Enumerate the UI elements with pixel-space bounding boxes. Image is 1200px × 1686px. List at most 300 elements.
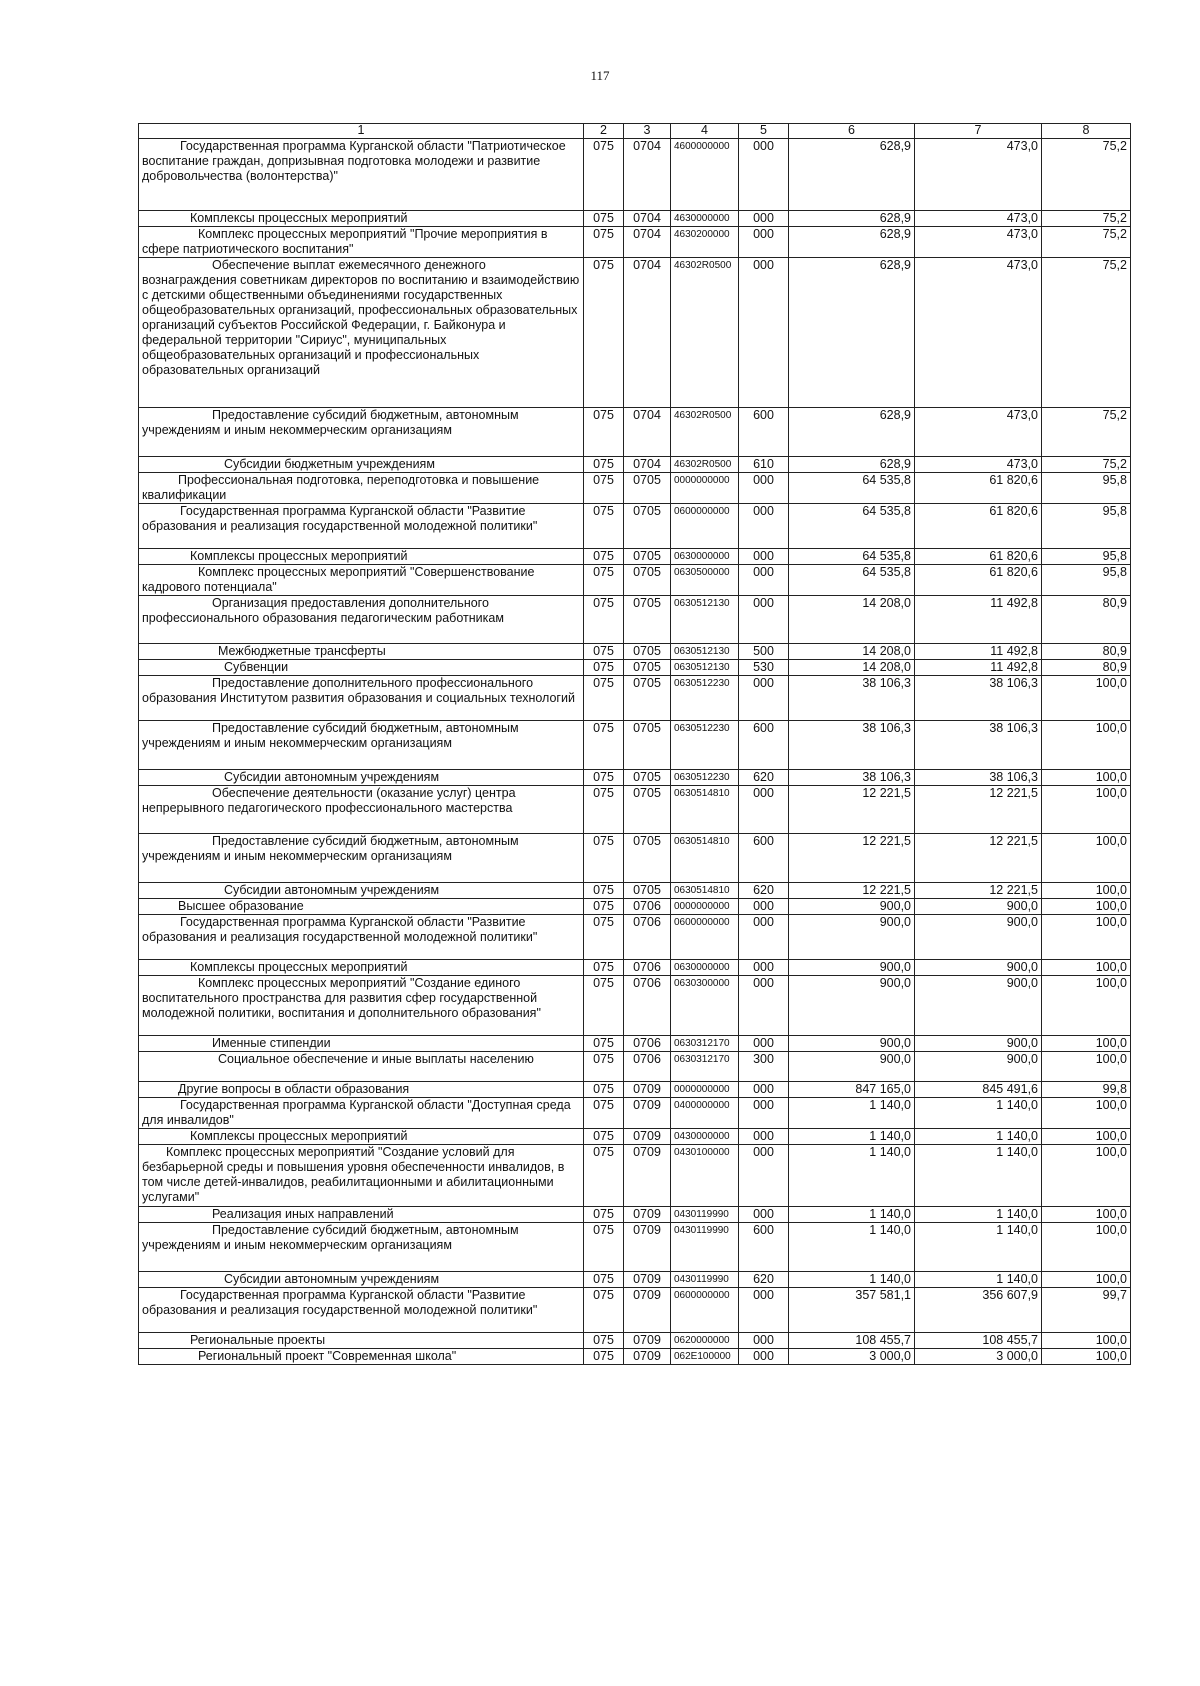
admin-code-cell: 075 — [584, 1145, 624, 1207]
table-row — [139, 1223, 1131, 1272]
row-name-cell: Комплекс процессных мероприятий "Прочие мероприятия в сфере патриотического воспитания" — [139, 227, 584, 258]
target-code-cell: 0630512230 — [671, 721, 739, 770]
section-code-cell: 0709 — [624, 1223, 671, 1272]
row-name-cell: Субсидии автономным учреждениям — [139, 883, 584, 899]
row-name-cell: Предоставление субсидий бюджетным, автономным учреждениям и иным некоммерческим организациям — [139, 721, 584, 770]
row-name-cell: Высшее образование — [139, 899, 584, 915]
section-code-cell: 0709 — [624, 1098, 671, 1129]
planned-amount-cell: 1 140,0 — [789, 1272, 915, 1288]
admin-code-cell: 075 — [584, 1272, 624, 1288]
section-code-cell: 0704 — [624, 258, 671, 408]
planned-amount-cell: 628,9 — [789, 457, 915, 473]
target-code-cell: 0000000000 — [671, 899, 739, 915]
table-row — [139, 1082, 1131, 1098]
percent-cell: 75,2 — [1042, 227, 1131, 258]
table-row — [139, 660, 1131, 676]
percent-cell: 100,0 — [1042, 786, 1131, 834]
row-name-cell: Государственная программа Курганской области "Развитие образования и реализация государственной молодежной политики" — [139, 504, 584, 549]
target-code-cell: 0630000000 — [671, 960, 739, 976]
executed-amount-cell: 61 820,6 — [915, 549, 1042, 565]
expense-type-cell: 000 — [739, 899, 789, 915]
section-code-cell: 0705 — [624, 676, 671, 721]
row-name-cell: Государственная программа Курганской области "Патриотическое воспитание граждан, допризывная подготовка молодежи и развитие добровольчества (волонтерства)" — [139, 139, 584, 211]
executed-amount-cell: 11 492,8 — [915, 660, 1042, 676]
target-code-cell: 0430000000 — [671, 1129, 739, 1145]
target-code-cell: 4630000000 — [671, 211, 739, 227]
table-row — [139, 770, 1131, 786]
executed-amount-cell: 1 140,0 — [915, 1223, 1042, 1272]
section-code-cell: 0706 — [624, 1036, 671, 1052]
percent-cell: 100,0 — [1042, 834, 1131, 883]
admin-code-cell: 075 — [584, 565, 624, 596]
section-code-cell: 0705 — [624, 596, 671, 644]
section-code-cell: 0705 — [624, 504, 671, 549]
percent-cell: 100,0 — [1042, 1052, 1131, 1082]
executed-amount-cell: 12 221,5 — [915, 786, 1042, 834]
admin-code-cell: 075 — [584, 1036, 624, 1052]
percent-cell: 100,0 — [1042, 883, 1131, 899]
executed-amount-cell: 900,0 — [915, 1036, 1042, 1052]
column-header-4: 4 — [671, 124, 739, 139]
expense-type-cell: 000 — [739, 211, 789, 227]
table-row — [139, 1098, 1131, 1129]
executed-amount-cell: 61 820,6 — [915, 565, 1042, 596]
row-name-cell: Государственная программа Курганской области "Развитие образования и реализация государственной молодежной политики" — [139, 1288, 584, 1333]
executed-amount-cell: 1 140,0 — [915, 1207, 1042, 1223]
table-row — [139, 565, 1131, 596]
table-row — [139, 1052, 1131, 1082]
table-row — [139, 596, 1131, 644]
planned-amount-cell: 357 581,1 — [789, 1288, 915, 1333]
table-body — [139, 139, 1131, 1365]
percent-cell: 95,8 — [1042, 565, 1131, 596]
expense-type-cell: 000 — [739, 1349, 789, 1365]
row-name-cell: Комплекс процессных мероприятий "Создание единого воспитательного пространства для развития сфер государственной молодежной политики, воспитания и дополнительного образования" — [139, 976, 584, 1036]
target-code-cell: 0600000000 — [671, 504, 739, 549]
target-code-cell: 0630000000 — [671, 549, 739, 565]
row-name-cell: Профессиональная подготовка, переподготовка и повышение квалификации — [139, 473, 584, 504]
percent-cell: 99,8 — [1042, 1082, 1131, 1098]
row-name-cell: Обеспечение деятельности (оказание услуг) центра непрерывного педагогического профессионального мастерства — [139, 786, 584, 834]
executed-amount-cell: 473,0 — [915, 211, 1042, 227]
executed-amount-cell: 1 140,0 — [915, 1272, 1042, 1288]
row-name-cell: Предоставление субсидий бюджетным, автономным учреждениям и иным некоммерческим организациям — [139, 1223, 584, 1272]
admin-code-cell: 075 — [584, 1098, 624, 1129]
expense-type-cell: 000 — [739, 227, 789, 258]
expense-type-cell: 600 — [739, 834, 789, 883]
section-code-cell: 0704 — [624, 227, 671, 258]
target-code-cell: 0430119990 — [671, 1272, 739, 1288]
table-row — [139, 960, 1131, 976]
percent-cell: 75,2 — [1042, 211, 1131, 227]
planned-amount-cell: 628,9 — [789, 408, 915, 457]
expense-type-cell: 600 — [739, 1223, 789, 1272]
expense-type-cell: 000 — [739, 258, 789, 408]
admin-code-cell: 075 — [584, 1052, 624, 1082]
target-code-cell: 46302R0500 — [671, 457, 739, 473]
planned-amount-cell: 1 140,0 — [789, 1098, 915, 1129]
section-code-cell: 0705 — [624, 644, 671, 660]
percent-cell: 80,9 — [1042, 596, 1131, 644]
expense-type-cell: 000 — [739, 1129, 789, 1145]
percent-cell: 95,8 — [1042, 504, 1131, 549]
expense-type-cell: 000 — [739, 1333, 789, 1349]
admin-code-cell: 075 — [584, 786, 624, 834]
admin-code-cell: 075 — [584, 644, 624, 660]
planned-amount-cell: 38 106,3 — [789, 721, 915, 770]
section-code-cell: 0706 — [624, 960, 671, 976]
percent-cell: 75,2 — [1042, 457, 1131, 473]
row-name-cell: Комплексы процессных мероприятий — [139, 549, 584, 565]
target-code-cell: 0430119990 — [671, 1207, 739, 1223]
admin-code-cell: 075 — [584, 549, 624, 565]
percent-cell: 100,0 — [1042, 899, 1131, 915]
planned-amount-cell: 14 208,0 — [789, 596, 915, 644]
percent-cell: 95,8 — [1042, 473, 1131, 504]
row-name-cell: Комплекс процессных мероприятий "Совершенствование кадрового потенциала" — [139, 565, 584, 596]
percent-cell: 75,2 — [1042, 408, 1131, 457]
percent-cell: 100,0 — [1042, 1145, 1131, 1207]
table-row — [139, 786, 1131, 834]
executed-amount-cell: 845 491,6 — [915, 1082, 1042, 1098]
executed-amount-cell: 11 492,8 — [915, 596, 1042, 644]
row-name-cell: Другие вопросы в области образования — [139, 1082, 584, 1098]
admin-code-cell: 075 — [584, 408, 624, 457]
expense-type-cell: 000 — [739, 960, 789, 976]
section-code-cell: 0704 — [624, 139, 671, 211]
percent-cell: 100,0 — [1042, 721, 1131, 770]
admin-code-cell: 075 — [584, 211, 624, 227]
table-row — [139, 1129, 1131, 1145]
executed-amount-cell: 900,0 — [915, 976, 1042, 1036]
section-code-cell: 0706 — [624, 899, 671, 915]
section-code-cell: 0704 — [624, 408, 671, 457]
admin-code-cell: 075 — [584, 660, 624, 676]
percent-cell: 100,0 — [1042, 676, 1131, 721]
planned-amount-cell: 628,9 — [789, 139, 915, 211]
row-name-cell: Реализация иных направлений — [139, 1207, 584, 1223]
expense-type-cell: 600 — [739, 408, 789, 457]
admin-code-cell: 075 — [584, 770, 624, 786]
planned-amount-cell: 1 140,0 — [789, 1207, 915, 1223]
executed-amount-cell: 473,0 — [915, 139, 1042, 211]
target-code-cell: 0630512230 — [671, 676, 739, 721]
planned-amount-cell: 108 455,7 — [789, 1333, 915, 1349]
percent-cell: 100,0 — [1042, 915, 1131, 960]
executed-amount-cell: 12 221,5 — [915, 834, 1042, 883]
target-code-cell: 0630512130 — [671, 660, 739, 676]
table-row — [139, 721, 1131, 770]
executed-amount-cell: 1 140,0 — [915, 1129, 1042, 1145]
expense-type-cell: 000 — [739, 915, 789, 960]
percent-cell: 95,8 — [1042, 549, 1131, 565]
expense-type-cell: 300 — [739, 1052, 789, 1082]
section-code-cell: 0705 — [624, 786, 671, 834]
admin-code-cell: 075 — [584, 504, 624, 549]
column-header-5: 5 — [739, 124, 789, 139]
section-code-cell: 0705 — [624, 770, 671, 786]
planned-amount-cell: 847 165,0 — [789, 1082, 915, 1098]
section-code-cell: 0709 — [624, 1349, 671, 1365]
table-row — [139, 504, 1131, 549]
executed-amount-cell: 900,0 — [915, 899, 1042, 915]
admin-code-cell: 075 — [584, 1333, 624, 1349]
table-row — [139, 1272, 1131, 1288]
section-code-cell: 0705 — [624, 565, 671, 596]
percent-cell: 99,7 — [1042, 1288, 1131, 1333]
planned-amount-cell: 3 000,0 — [789, 1349, 915, 1365]
percent-cell: 100,0 — [1042, 770, 1131, 786]
table-row — [139, 644, 1131, 660]
target-code-cell: 0630500000 — [671, 565, 739, 596]
target-code-cell: 0630300000 — [671, 976, 739, 1036]
planned-amount-cell: 64 535,8 — [789, 549, 915, 565]
row-name-cell: Предоставление дополнительного профессионального образования Институтом развития образования и социальных технологий — [139, 676, 584, 721]
table-row — [139, 883, 1131, 899]
target-code-cell: 0630512230 — [671, 770, 739, 786]
section-code-cell: 0706 — [624, 976, 671, 1036]
target-code-cell: 0630312170 — [671, 1036, 739, 1052]
planned-amount-cell: 628,9 — [789, 258, 915, 408]
admin-code-cell: 075 — [584, 1207, 624, 1223]
table-row — [139, 211, 1131, 227]
percent-cell: 100,0 — [1042, 976, 1131, 1036]
planned-amount-cell: 628,9 — [789, 227, 915, 258]
table-row — [139, 549, 1131, 565]
percent-cell: 100,0 — [1042, 1333, 1131, 1349]
target-code-cell: 0630514810 — [671, 786, 739, 834]
executed-amount-cell: 473,0 — [915, 227, 1042, 258]
planned-amount-cell: 38 106,3 — [789, 676, 915, 721]
expense-type-cell: 000 — [739, 504, 789, 549]
admin-code-cell: 075 — [584, 227, 624, 258]
page-number: 117 — [590, 68, 610, 83]
planned-amount-cell: 64 535,8 — [789, 473, 915, 504]
row-name-cell: Субсидии автономным учреждениям — [139, 1272, 584, 1288]
target-code-cell: 4630200000 — [671, 227, 739, 258]
section-code-cell: 0705 — [624, 834, 671, 883]
row-name-cell: Именные стипендии — [139, 1036, 584, 1052]
expense-type-cell: 610 — [739, 457, 789, 473]
expense-type-cell: 000 — [739, 596, 789, 644]
percent-cell: 100,0 — [1042, 1207, 1131, 1223]
target-code-cell: 0000000000 — [671, 1082, 739, 1098]
planned-amount-cell: 38 106,3 — [789, 770, 915, 786]
planned-amount-cell: 1 140,0 — [789, 1145, 915, 1207]
table-row — [139, 139, 1131, 211]
section-code-cell: 0705 — [624, 549, 671, 565]
row-name-cell: Государственная программа Курганской области "Доступная среда для инвалидов" — [139, 1098, 584, 1129]
executed-amount-cell: 900,0 — [915, 1052, 1042, 1082]
executed-amount-cell: 38 106,3 — [915, 676, 1042, 721]
target-code-cell: 4600000000 — [671, 139, 739, 211]
target-code-cell: 0630512130 — [671, 596, 739, 644]
table-row — [139, 1145, 1131, 1207]
target-code-cell: 0620000000 — [671, 1333, 739, 1349]
target-code-cell: 0600000000 — [671, 915, 739, 960]
expense-type-cell: 000 — [739, 976, 789, 1036]
admin-code-cell: 075 — [584, 721, 624, 770]
table-row — [139, 1036, 1131, 1052]
expense-type-cell: 620 — [739, 883, 789, 899]
planned-amount-cell: 900,0 — [789, 1052, 915, 1082]
executed-amount-cell: 1 140,0 — [915, 1145, 1042, 1207]
column-header-6: 6 — [789, 124, 915, 139]
table-row — [139, 473, 1131, 504]
expense-type-cell: 000 — [739, 1288, 789, 1333]
row-name-cell: Комплексы процессных мероприятий — [139, 1129, 584, 1145]
target-code-cell: 0630514810 — [671, 883, 739, 899]
admin-code-cell: 075 — [584, 899, 624, 915]
executed-amount-cell: 900,0 — [915, 960, 1042, 976]
section-code-cell: 0709 — [624, 1145, 671, 1207]
expense-type-cell: 000 — [739, 549, 789, 565]
table-row — [139, 258, 1131, 408]
admin-code-cell: 075 — [584, 596, 624, 644]
executed-amount-cell: 108 455,7 — [915, 1333, 1042, 1349]
table-row — [139, 834, 1131, 883]
section-code-cell: 0704 — [624, 211, 671, 227]
target-code-cell: 0430100000 — [671, 1145, 739, 1207]
row-name-cell: Межбюджетные трансферты — [139, 644, 584, 660]
admin-code-cell: 075 — [584, 1349, 624, 1365]
expense-type-cell: 000 — [739, 1207, 789, 1223]
expense-type-cell: 500 — [739, 644, 789, 660]
table-row — [139, 1349, 1131, 1365]
executed-amount-cell: 1 140,0 — [915, 1098, 1042, 1129]
row-name-cell: Комплексы процессных мероприятий — [139, 960, 584, 976]
planned-amount-cell: 12 221,5 — [789, 834, 915, 883]
expense-type-cell: 000 — [739, 139, 789, 211]
table-row — [139, 408, 1131, 457]
executed-amount-cell: 12 221,5 — [915, 883, 1042, 899]
executed-amount-cell: 473,0 — [915, 258, 1042, 408]
planned-amount-cell: 1 140,0 — [789, 1223, 915, 1272]
expense-type-cell: 620 — [739, 1272, 789, 1288]
column-header-1: 1 — [139, 124, 584, 139]
planned-amount-cell: 1 140,0 — [789, 1129, 915, 1145]
section-code-cell: 0709 — [624, 1207, 671, 1223]
target-code-cell: 0630312170 — [671, 1052, 739, 1082]
planned-amount-cell: 628,9 — [789, 211, 915, 227]
percent-cell: 100,0 — [1042, 960, 1131, 976]
row-name-cell: Субсидии автономным учреждениям — [139, 770, 584, 786]
section-code-cell: 0709 — [624, 1272, 671, 1288]
column-header-7: 7 — [915, 124, 1042, 139]
percent-cell: 75,2 — [1042, 258, 1131, 408]
expense-type-cell: 000 — [739, 565, 789, 596]
percent-cell: 100,0 — [1042, 1098, 1131, 1129]
admin-code-cell: 075 — [584, 960, 624, 976]
column-header-3: 3 — [624, 124, 671, 139]
target-code-cell: 062E100000 — [671, 1349, 739, 1365]
planned-amount-cell: 900,0 — [789, 1036, 915, 1052]
target-code-cell: 0000000000 — [671, 473, 739, 504]
executed-amount-cell: 38 106,3 — [915, 770, 1042, 786]
row-name-cell: Обеспечение выплат ежемесячного денежного вознаграждения советникам директоров по воспитанию и взаимодействию с детскими общественными объединениями государственных общеобразовательных организаций, профессиональных образовательных организаций субъектов Российской Федерации, г. Байконура и федеральной территории "Сириус", муниципальных общеобразовательных организаций и профессиональных образовательных организаций — [139, 258, 584, 408]
admin-code-cell: 075 — [584, 1223, 624, 1272]
row-name-cell: Региональный проект "Современная школа" — [139, 1349, 584, 1365]
section-code-cell: 0705 — [624, 473, 671, 504]
row-name-cell: Региональные проекты — [139, 1333, 584, 1349]
admin-code-cell: 075 — [584, 976, 624, 1036]
target-code-cell: 46302R0500 — [671, 408, 739, 457]
executed-amount-cell: 900,0 — [915, 915, 1042, 960]
admin-code-cell: 075 — [584, 1082, 624, 1098]
row-name-cell: Субсидии бюджетным учреждениям — [139, 457, 584, 473]
row-name-cell: Комплексы процессных мероприятий — [139, 211, 584, 227]
expense-type-cell: 000 — [739, 1082, 789, 1098]
table-row — [139, 676, 1131, 721]
admin-code-cell: 075 — [584, 883, 624, 899]
target-code-cell: 0630512130 — [671, 644, 739, 660]
planned-amount-cell: 64 535,8 — [789, 504, 915, 549]
row-name-cell: Субвенции — [139, 660, 584, 676]
admin-code-cell: 075 — [584, 1129, 624, 1145]
section-code-cell: 0709 — [624, 1288, 671, 1333]
table-row — [139, 976, 1131, 1036]
percent-cell: 80,9 — [1042, 644, 1131, 660]
executed-amount-cell: 3 000,0 — [915, 1349, 1042, 1365]
planned-amount-cell: 900,0 — [789, 899, 915, 915]
table-row — [139, 899, 1131, 915]
admin-code-cell: 075 — [584, 139, 624, 211]
executed-amount-cell: 473,0 — [915, 408, 1042, 457]
executed-amount-cell: 38 106,3 — [915, 721, 1042, 770]
admin-code-cell: 075 — [584, 676, 624, 721]
expense-type-cell: 600 — [739, 721, 789, 770]
table-row — [139, 457, 1131, 473]
table-row — [139, 1333, 1131, 1349]
planned-amount-cell: 12 221,5 — [789, 883, 915, 899]
target-code-cell: 0630514810 — [671, 834, 739, 883]
percent-cell: 100,0 — [1042, 1223, 1131, 1272]
expense-type-cell: 620 — [739, 770, 789, 786]
planned-amount-cell: 64 535,8 — [789, 565, 915, 596]
admin-code-cell: 075 — [584, 473, 624, 504]
row-name-cell: Предоставление субсидий бюджетным, автономным учреждениям и иным некоммерческим организациям — [139, 834, 584, 883]
admin-code-cell: 075 — [584, 1288, 624, 1333]
planned-amount-cell: 900,0 — [789, 976, 915, 1036]
table-row — [139, 1288, 1131, 1333]
column-header-8: 8 — [1042, 124, 1131, 139]
table-row — [139, 227, 1131, 258]
row-name-cell: Социальное обеспечение и иные выплаты населению — [139, 1052, 584, 1082]
row-name-cell: Комплекс процессных мероприятий "Создание условий для безбарьерной среды и повышения уровня обеспеченности инвалидов, в том числе детей-инвалидов, реабилитационными и абилитационными услугами" — [139, 1145, 584, 1207]
section-code-cell: 0705 — [624, 883, 671, 899]
row-name-cell: Государственная программа Курганской области "Развитие образования и реализация государственной молодежной политики" — [139, 915, 584, 960]
planned-amount-cell: 14 208,0 — [789, 660, 915, 676]
expense-type-cell: 000 — [739, 1036, 789, 1052]
row-name-cell: Организация предоставления дополнительного профессионального образования педагогическим работникам — [139, 596, 584, 644]
executed-amount-cell: 61 820,6 — [915, 473, 1042, 504]
target-code-cell: 46302R0500 — [671, 258, 739, 408]
target-code-cell: 0430119990 — [671, 1223, 739, 1272]
expense-type-cell: 530 — [739, 660, 789, 676]
section-code-cell: 0706 — [624, 915, 671, 960]
admin-code-cell: 075 — [584, 258, 624, 408]
planned-amount-cell: 12 221,5 — [789, 786, 915, 834]
table-row — [139, 915, 1131, 960]
executed-amount-cell: 356 607,9 — [915, 1288, 1042, 1333]
section-code-cell: 0705 — [624, 660, 671, 676]
admin-code-cell: 075 — [584, 834, 624, 883]
percent-cell: 100,0 — [1042, 1272, 1131, 1288]
target-code-cell: 0600000000 — [671, 1288, 739, 1333]
budget-table — [138, 123, 1131, 1365]
section-code-cell: 0709 — [624, 1082, 671, 1098]
executed-amount-cell: 473,0 — [915, 457, 1042, 473]
